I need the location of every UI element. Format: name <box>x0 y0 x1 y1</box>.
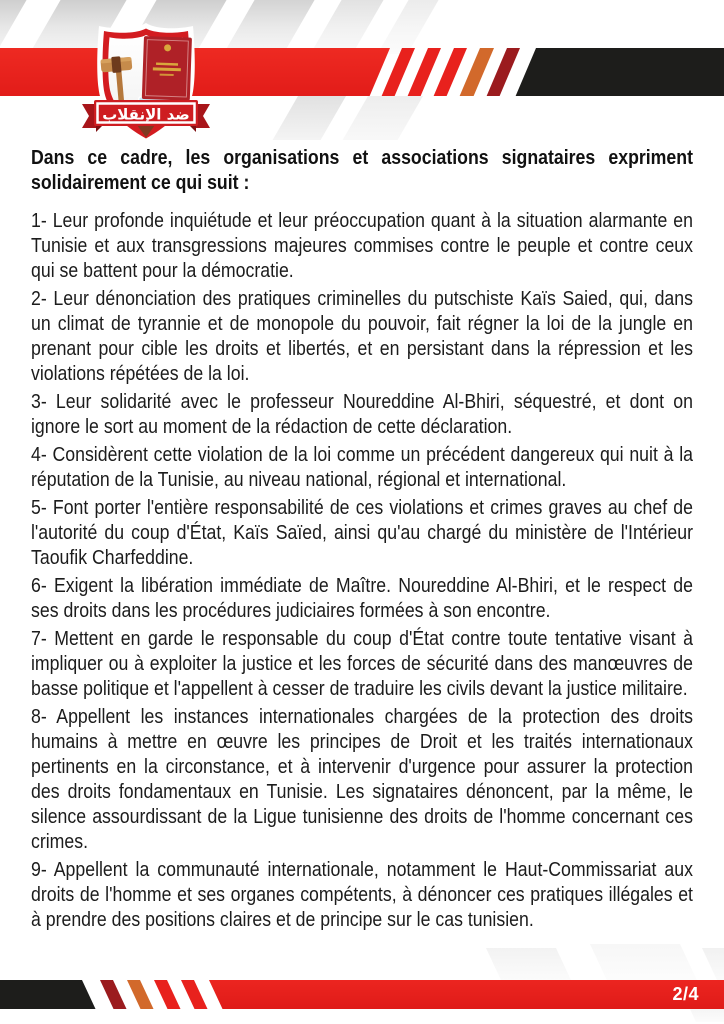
statement-point-7: 7- Mettent en garde le responsable du coup d'État contre toute tentative visant à impliquer ou à exploiter la justice et les forces de sécurité dans des manœuvres de basse politique et l'appellent à cesser de traduire les civils devant la justice militaire. <box>31 628 693 700</box>
statement-point-4: 4- Considèrent cette violation de la loi comme un précédent dangereux qui nuit à la réputation de la Tunisie, au niveau national, régional et international. <box>31 444 693 491</box>
footer-stripe-orange <box>127 980 154 1009</box>
gray-stripe <box>702 948 724 980</box>
law-book-icon <box>139 36 192 108</box>
footer-stripe-red <box>154 980 181 1009</box>
document-body <box>31 146 693 936</box>
statement-point-6: 6- Exigent la libération immédiate de Maître. Noureddine Al-Bhiri, et le respect de ses droits dans les procédures judiciaires formées à son encontre. <box>31 575 693 622</box>
gray-stripe <box>690 1009 724 1022</box>
statement-point-8: 8- Appellent les instances internationales chargées de la protection des droits humains à mettre en œuvre les principes de Droit et les traités internationaux pertinents en la circonstance, et à intervenir d'urgence pour assurer la protection des droits fondamentaux en Tunisie. Les signataires dénoncent, par la même, le silence assourdissant de la Ligue tunisienne des droits de l'homme concernant ces crimes. <box>31 706 693 853</box>
header-black-band <box>516 48 724 96</box>
gray-stripe <box>310 0 387 54</box>
statement-point-3: 3- Leur solidarité avec le professeur Noureddine Al-Bhiri, séquestré, et dont on ignore le sort au moment de la rédaction de cette déclaration. <box>31 391 693 438</box>
footer-black-band <box>0 980 96 1009</box>
anti-coup-logo <box>74 22 219 146</box>
gray-stripe <box>273 96 346 140</box>
gray-stripe <box>343 96 423 140</box>
statement-point-1: 1- Leur profonde inquiétude et leur préoccupation quant à la situation alarmante en Tunisie et aux transgressions majeures commises contre le peuple et contre ceux qui se battent pour la démocratie. <box>31 210 693 282</box>
statement-point-2: 2- Leur dénonciation des pratiques criminelles du putschiste Kaïs Saied, qui, dans un climat de tyrannie et de monopole du pouvoir, fait régner la loi de la jungle en prenant pour cible les droits et libertés, et en persistant dans la répression et les violations répétées de la loi. <box>31 288 693 385</box>
page-number: 2/4 <box>672 984 699 1004</box>
gray-stripe <box>223 0 318 54</box>
footer-stripe-red <box>181 980 208 1009</box>
ribbon-arabic-text: ضد الإنقلاب <box>102 105 190 124</box>
intro-paragraph: Dans ce cadre, les organisations et associations signataires expriment solidairement ce qui suit : <box>31 147 693 194</box>
gray-stripe <box>0 0 30 54</box>
gray-stripe <box>486 948 571 980</box>
gray-stripe <box>377 0 442 54</box>
footer-red-band <box>209 980 724 1009</box>
statement-point-5: 5- Font porter l'entière responsabilité de ces violations et crimes graves au chef de l'autorité du coup d'État, Kaïs Saïed, ainsi qu'au chargé du ministère de l'Intérieur Taoufik Charfeddine. <box>31 497 693 569</box>
footer-stripe-darkred <box>100 980 127 1009</box>
gray-stripe <box>590 944 697 980</box>
header-stripe-darkred <box>487 48 520 96</box>
statement-point-9: 9- Appellent la communauté internationale, notamment le Haut-Commissariat aux droits de l'homme et ses organes compétents, à dénoncer ces pratiques illégales et à prendre des positions claires et de principe sur le cas tunisien. <box>31 859 693 931</box>
